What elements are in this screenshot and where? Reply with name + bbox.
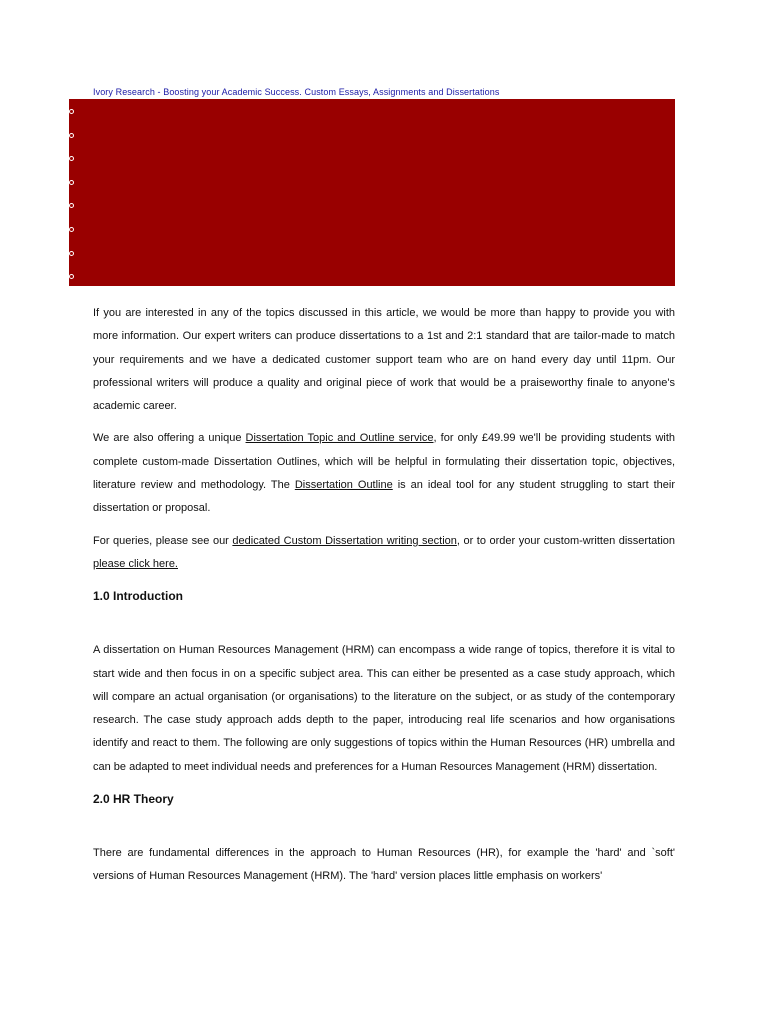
hr-theory-paragraph: There are fundamental differences in the approach to Human Resources (HR), for example the 'hard' and `soft' versions of Human Resources Management (HRM). The 'hard' version places little emphasis on workers': [93, 847, 675, 883]
circle-bullet-icon: [69, 227, 74, 232]
queries-paragraph: [93, 530, 675, 577]
section-heading-hr-theory: 2.0 HR Theory: [93, 792, 174, 807]
circle-bullet-icon: [69, 251, 74, 256]
text-span: , or to order your custom-written dissertation: [456, 534, 675, 547]
spacer: [93, 808, 675, 842]
intro-paragraph: If you are interested in any of the topics discussed in this article, we would be more than happy to provide you with more information. Our expert writers can produce dissertations to a 1st and 2:1 standard that are tailor-made to match your requirements and we have a dedicated customer support team who are on hand every day until 11pm. Our professional writers will produce a quality and original piece of work that would be a praiseworthy finale to anyone's academic career.: [93, 307, 675, 413]
circle-bullet-icon: [69, 180, 74, 185]
banner: [69, 99, 675, 286]
order-click-here-link[interactable]: please click here.: [93, 557, 178, 570]
document-body: [93, 302, 675, 898]
text-span: For queries, please see our: [93, 534, 233, 547]
dissertation-outline-link[interactable]: Dissertation Outline: [294, 479, 393, 492]
header-link[interactable]: Ivory Research - Boosting your Academic Success. Custom Essays, Assignments and Dissertations: [93, 87, 500, 97]
circle-bullet-icon: [69, 133, 74, 138]
outline-service-link[interactable]: Dissertation Topic and Outline service: [245, 432, 434, 445]
text-span: , for only £49.99 we'll be providing students with complete custom-made Dissertation Outlines, which will be helpful in formulating their dissertation topic, objectives, literature review and methodology. The: [93, 432, 675, 492]
text-span: is an ideal tool for any student struggling to start their dissertation or proposal.: [93, 479, 675, 515]
spacer: [93, 605, 675, 639]
text-span: We are also offering a unique: [93, 432, 246, 445]
custom-dissertation-section-link[interactable]: dedicated Custom Dissertation writing section: [232, 534, 457, 547]
section-heading-introduction: 1.0 Introduction: [93, 589, 183, 604]
outline-service-paragraph: [93, 427, 675, 520]
circle-bullet-icon: [69, 109, 74, 114]
introduction-paragraph: A dissertation on Human Resources Management (HRM) can encompass a wide range of topics, therefore it is vital to start wide and then focus in on a specific subject area. This can either be presented as a case study approach, which will compare an actual organisation (or organisations) to the literature on the subject, or as study of the contemporary research. The case study approach adds depth to the paper, introducing real life scenarios and how organisations identify and react to them. The following are only suggestions of topics within the Human Resources (HR) umbrella and can be adapted to meet individual needs and preferences for a Human Resources Management (HRM) dissertation.: [93, 644, 675, 773]
